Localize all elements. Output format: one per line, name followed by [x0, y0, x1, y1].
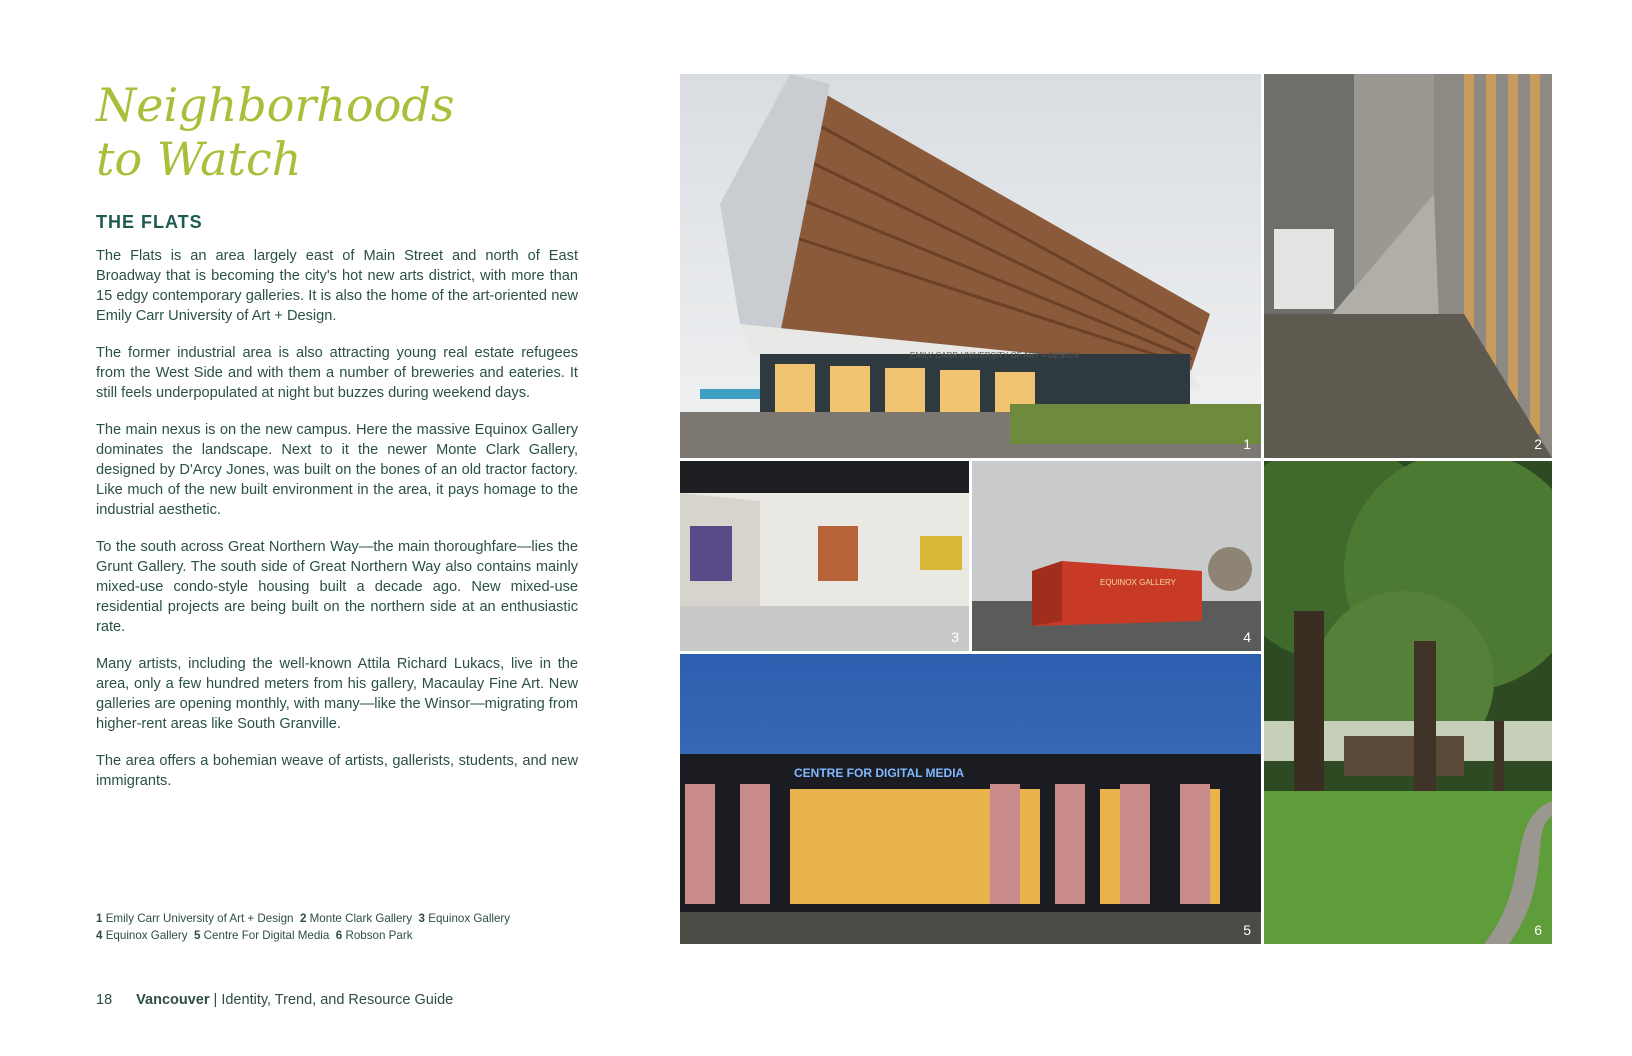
building-sign: EMILY CARR UNIVERSITY OF ART + DESIGN: [910, 351, 1079, 360]
paragraph: The former industrial area is also attracting young real estate refugees from the West Side and with them a number of breweries and eateries. It still feels underpopulated at night but buzzes during weekend days.: [96, 345, 578, 401]
robson-park-illustration: [1264, 461, 1552, 944]
emily-carr-illustration: [680, 74, 1261, 458]
caption-text: Equinox Gallery: [105, 929, 188, 942]
paragraph: The main nexus is on the new campus. Here the massive Equinox Gallery dominates the landscape. Next to it the newer Monte Clark Gallery, designed by D'Arcy Jones, was built on the bones of an old tractor factory. Like much of the new built environment in the area, it pays homage to the industrial aesthetic.: [96, 422, 578, 518]
photo-captions: [96, 910, 510, 944]
photo-equinox-exterior: [972, 461, 1261, 651]
photo-monte-clark: [1264, 74, 1552, 458]
photo-number: 5: [1243, 922, 1251, 938]
caption-text: Emily Carr University of Art + Design: [105, 912, 294, 925]
photo-number: 6: [1534, 922, 1542, 938]
equinox-exterior-illustration: [972, 461, 1261, 651]
photo-centre-digital-media: [680, 654, 1261, 944]
caption-text: Equinox Gallery: [428, 912, 511, 925]
footer-brand: Vancouver: [136, 992, 210, 1008]
photo-number: 3: [951, 629, 959, 645]
caption-text: Robson Park: [345, 929, 413, 942]
paragraph: The Flats is an area largely east of Main Street and north of East Broadway that is becoming the city's hot new arts district, with more than 15 edgy contemporary galleries. It is also the home of the art-oriented new Emily Carr University of Art + Design.: [96, 248, 578, 324]
caption-line-1: [96, 910, 510, 927]
caption-num: 2: [299, 912, 307, 925]
caption-num: 6: [335, 929, 343, 942]
gallery-sign: EQUINOX GALLERY: [1100, 578, 1176, 587]
body-text: [96, 246, 578, 808]
paragraph: The area offers a bohemian weave of artists, gallerists, students, and new immigrants.: [96, 753, 578, 789]
title-line-1: Neighborhoods: [96, 78, 455, 132]
monte-clark-illustration: [1264, 74, 1552, 458]
building-sign: CENTRE FOR DIGITAL MEDIA: [794, 766, 965, 780]
caption-num: 1: [96, 912, 103, 925]
caption-num: 4: [96, 929, 103, 942]
footer-guide-title: | Identity, Trend, and Resource Guide: [213, 992, 454, 1008]
photo-robson-park: [1264, 461, 1552, 944]
title-line-2: to Watch: [96, 132, 302, 186]
paragraph: Many artists, including the well-known Attila Richard Lukacs, live in the area, only a few hundred meters from his gallery, Macaulay Fine Art. New galleries are opening monthly, with many—like the Winsor—migrating from higher-rent areas like South Granville.: [96, 656, 578, 732]
page-footer: [96, 992, 453, 1008]
photo-number: 1: [1243, 436, 1251, 452]
caption-text: Centre For Digital Media: [203, 929, 330, 942]
section-heading: THE FLATS: [96, 212, 203, 232]
centre-digital-media-illustration: [680, 654, 1261, 944]
page-number: 18: [96, 992, 113, 1008]
photo-equinox-interior: [680, 461, 969, 651]
photo-number: 4: [1243, 629, 1251, 645]
equinox-interior-illustration: [680, 461, 969, 651]
paragraph: To the south across Great Northern Way—the main thoroughfare—lies the Grunt Gallery. The south side of Great Northern Way also contains mainly mixed-use condo-style housing built a decade ago. New mixed-use residential projects are being built on the northern side at an enthusiastic rate.: [96, 539, 578, 635]
page-title: [96, 78, 454, 186]
photo-emily-carr: [680, 74, 1261, 458]
caption-num: 5: [193, 929, 201, 942]
caption-num: 3: [418, 912, 425, 925]
caption-line-2: [96, 927, 510, 944]
photo-number: 2: [1534, 436, 1542, 452]
caption-text: Monte Clark Gallery: [309, 912, 413, 925]
